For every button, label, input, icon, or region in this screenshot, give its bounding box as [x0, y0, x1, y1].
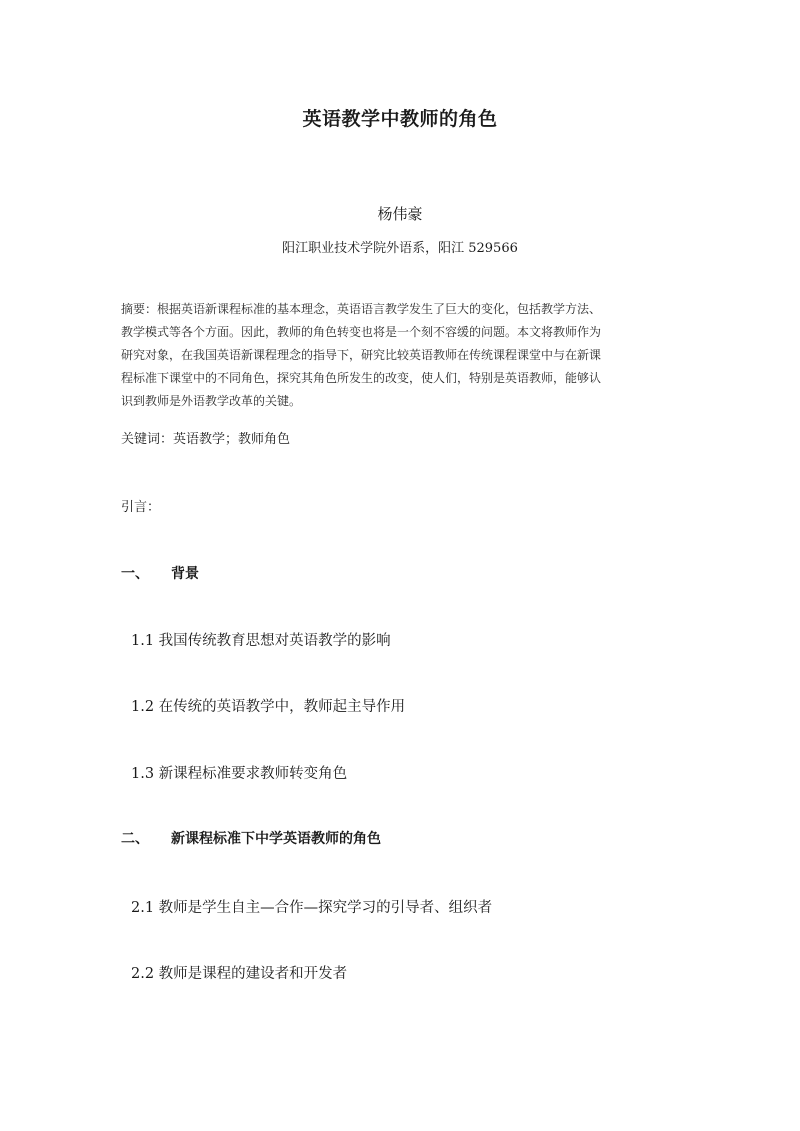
- section-heading: [121, 828, 381, 848]
- keywords: 关键词：英语教学；教师角色: [121, 432, 291, 447]
- subsection-heading: 2.1 教师是学生自主—合作—探究学习的引导者、组织者: [131, 900, 493, 916]
- abstract-line: 摘要：根据英语新课程标准的基本理念，英语语言教学发生了巨大的变化，包括教学方法、: [121, 302, 602, 316]
- section-title: 新课程标准下中学英语教师的角色: [171, 831, 381, 847]
- subsection-heading: 1.2 在传统的英语教学中，教师起主导作用: [131, 699, 406, 715]
- abstract-line: 研究对象，在我国英语新课程理念的指导下，研究比较英语教师在传统课程课堂中与在新课: [121, 348, 602, 362]
- section-number: 一、: [121, 566, 149, 582]
- introduction-heading: 引言：: [121, 500, 161, 515]
- section-number: 二、: [121, 831, 149, 847]
- subsection-heading: 1.1 我国传统教育思想对英语教学的影响: [131, 633, 391, 649]
- author-name: 杨伟豪: [377, 205, 423, 223]
- section-title: 背景: [171, 566, 199, 582]
- abstract: [121, 298, 693, 413]
- author-affiliation: 阳江职业技术学院外语系，阳江 529566: [282, 241, 518, 256]
- abstract-line: 程标准下课堂中的不同角色，探究其角色所发生的改变，使人们，特别是英语教师，能够认: [121, 371, 602, 385]
- section-heading: [121, 563, 199, 583]
- subsection-heading: 2.2 教师是课程的建设者和开发者: [131, 966, 348, 982]
- abstract-line: 教学模式等各个方面。因此，教师的角色转变也将是一个刻不容缓的问题。本文将教师作为: [121, 325, 602, 339]
- abstract-line: 识到教师是外语教学改革的关键。: [121, 394, 302, 408]
- subsection-heading: 1.3 新课程标准要求教师转变角色: [131, 766, 348, 782]
- page-title: 英语教学中教师的角色: [302, 108, 498, 130]
